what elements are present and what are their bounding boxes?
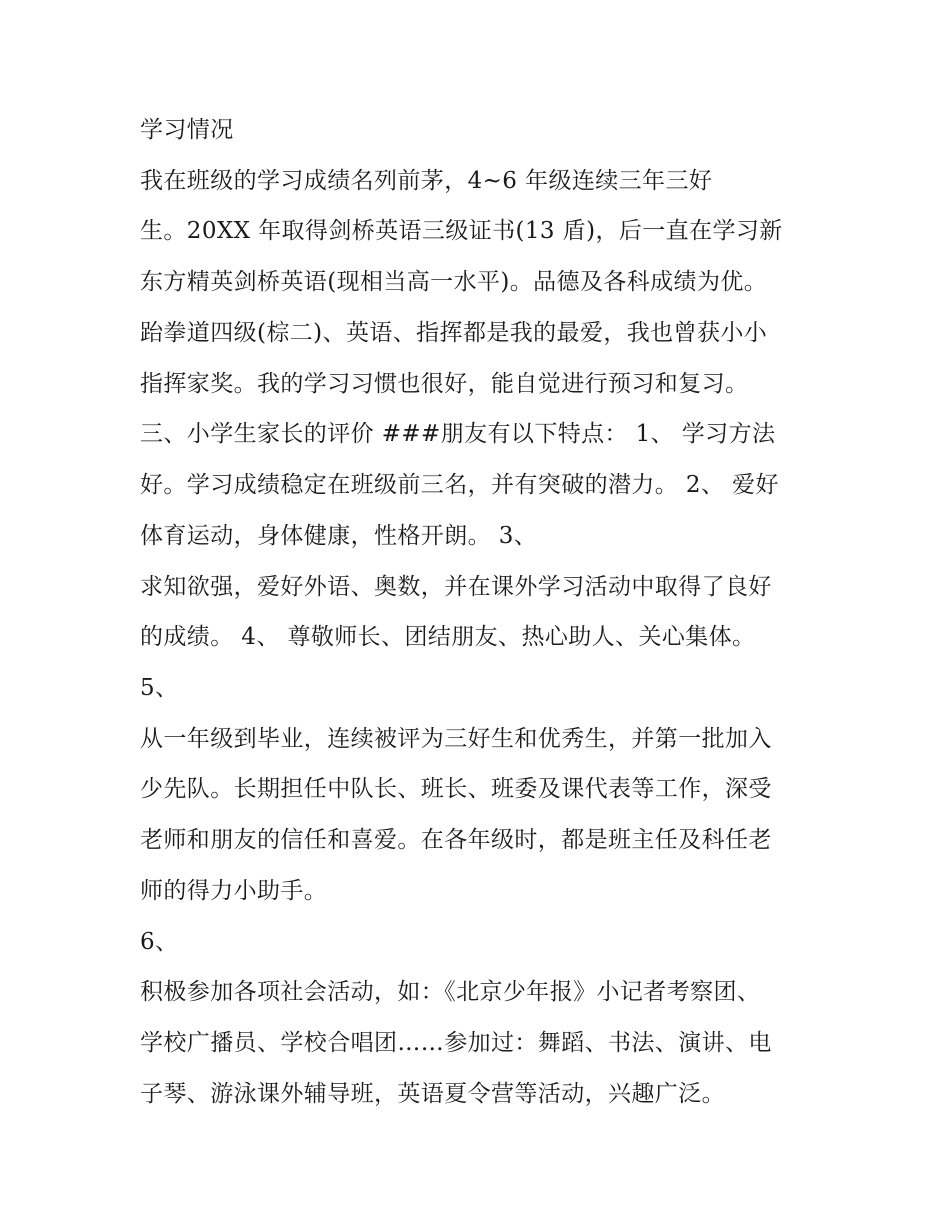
paragraph-line: 少先队。长期担任中队长、班长、班委及课代表等工作，深受 [140, 776, 772, 802]
paragraph-line: 我在班级的学习成绩名列前茅，4~6 年级连续三年三好 [140, 168, 713, 194]
section-heading-parent-evaluation: 三、小学生家长的评价 ###朋友有以下特点： 1、 学习方法 [140, 421, 776, 447]
list-number-5: 5、 [140, 675, 179, 701]
paragraph-line: 求知欲强，爱好外语、奥数，并在课外学习活动中取得了良好 [140, 574, 772, 600]
paragraph-line: 学校广播员、学校合唱团……参加过：舞蹈、书法、演讲、电 [140, 1030, 772, 1056]
paragraph-line: 跆拳道四级(棕二)、英语、指挥都是我的最爱，我也曾获小小 [140, 320, 768, 346]
paragraph-line: 指挥家奖。我的学习习惯也很好，能自觉进行预习和复习。 [140, 371, 749, 397]
section-heading-study: 学习情况 [140, 117, 234, 143]
paragraph-line: 东方精英剑桥英语(现相当高一水平)。品德及各科成绩为优。 [140, 269, 768, 295]
paragraph-line: 体育运动，身体健康，性格开朗。 3、 [140, 523, 538, 549]
paragraph-line: 生。20XX 年取得剑桥英语三级证书(13 盾)，后一直在学习新 [140, 218, 783, 244]
paragraph-line: 积极参加各项社会活动，如：《北京少年报》小记者考察团、 [140, 979, 761, 1005]
paragraph-line: 师的得力小助手。 [140, 878, 328, 904]
paragraph-line: 老师和朋友的信任和喜爱。在各年级时，都是班主任及科任老 [140, 827, 772, 853]
paragraph-line: 好。学习成绩稳定在班级前三名，并有突破的潜力。 2、 爱好 [140, 472, 779, 498]
list-number-6: 6、 [140, 929, 179, 955]
paragraph-line: 从一年级到毕业，连续被评为三好生和优秀生，并第一批加入 [140, 726, 772, 752]
paragraph-line: 子琴、游泳课外辅导班，英语夏令营等活动，兴趣广泛。 [140, 1081, 725, 1107]
paragraph-line: 的成绩。 4、 尊敬师长、团结朋友、热心助人、关心集体。 [140, 624, 756, 650]
